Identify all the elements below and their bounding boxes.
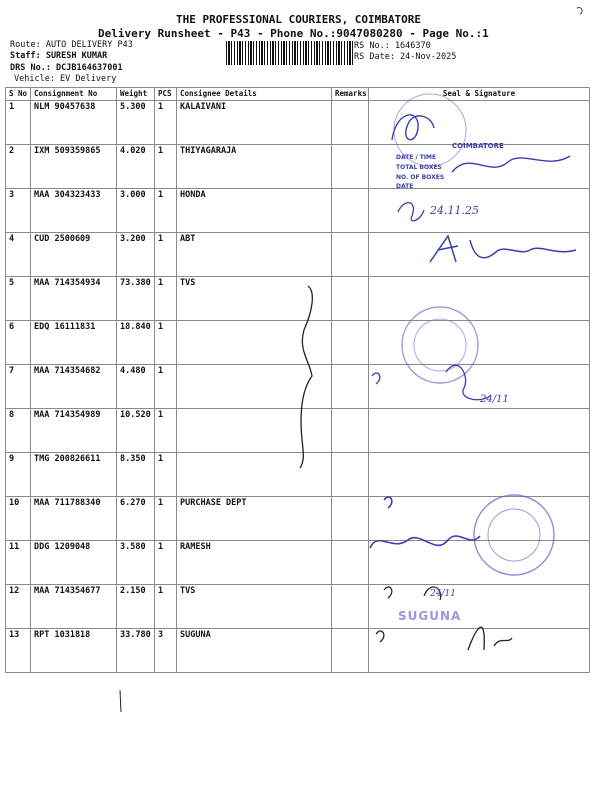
cell-pcs: 1: [155, 585, 177, 629]
cell-consignee: [177, 365, 332, 409]
cell-consignment: MAA 714354682: [31, 365, 117, 409]
cell-sno: 5: [6, 277, 31, 321]
cell-signature: [369, 101, 590, 145]
col-remarks: Remarks: [332, 88, 369, 101]
cell-sno: 9: [6, 453, 31, 497]
col-weight: Weight: [117, 88, 155, 101]
barcode: [226, 41, 353, 65]
col-pcs: PCS: [155, 88, 177, 101]
table-row: [6, 585, 590, 629]
cell-weight: 33.780: [117, 629, 155, 673]
table-row: [6, 145, 590, 189]
cell-pcs: 1: [155, 453, 177, 497]
cell-consignment: NLM 90457638: [31, 101, 117, 145]
table-header-row: [6, 88, 590, 101]
cell-remarks: [332, 453, 369, 497]
rs-number: RS No.: 1646370: [354, 41, 431, 51]
cell-consignee: [177, 321, 332, 365]
col-sno: S No: [6, 88, 31, 101]
cell-consignee: TVS: [177, 585, 332, 629]
cell-pcs: 1: [155, 189, 177, 233]
col-consignee: Consignee Details: [177, 88, 332, 101]
stamp-no-of-boxes: NO. OF BOXES: [396, 174, 445, 181]
cell-consignment: RPT 1031818: [31, 629, 117, 673]
cell-remarks: [332, 365, 369, 409]
table-row: [6, 189, 590, 233]
cell-weight: 3.000: [117, 189, 155, 233]
cell-remarks: [332, 409, 369, 453]
cell-signature: [369, 409, 590, 453]
table-row: [6, 277, 590, 321]
cell-consignee: THIYAGARAJA: [177, 145, 332, 189]
cell-signature: [369, 277, 590, 321]
stamp-suguna: SUGUNA: [398, 609, 462, 623]
cell-remarks: [332, 541, 369, 585]
cell-pcs: 3: [155, 629, 177, 673]
cell-sno: 8: [6, 409, 31, 453]
cell-sno: 12: [6, 585, 31, 629]
staff-label: Staff: SURESH KUMAR: [10, 51, 108, 61]
cell-consignment: EDQ 16111831: [31, 321, 117, 365]
cell-weight: 73.380: [117, 277, 155, 321]
cell-sno: 7: [6, 365, 31, 409]
cell-consignee: KALAIVANI: [177, 101, 332, 145]
cell-consignee: SUGUNA: [177, 629, 332, 673]
cell-remarks: [332, 585, 369, 629]
cell-signature: [369, 585, 590, 629]
table-row: [6, 497, 590, 541]
cell-consignment: MAA 714354989: [31, 409, 117, 453]
cell-weight: 8.350: [117, 453, 155, 497]
cell-consignment: DDG 1209048: [31, 541, 117, 585]
cell-consignee: [177, 453, 332, 497]
cell-signature: [369, 453, 590, 497]
cell-signature: [369, 145, 590, 189]
stamp-total-boxes: TOTAL BOXES: [396, 164, 442, 171]
table-row: [6, 629, 590, 673]
cell-weight: 2.150: [117, 585, 155, 629]
cell-sno: 2: [6, 145, 31, 189]
cell-remarks: [332, 321, 369, 365]
table-row: [6, 409, 590, 453]
cell-weight: 10.520: [117, 409, 155, 453]
cell-consignee: HONDA: [177, 189, 332, 233]
runsheet-table: [5, 87, 590, 673]
cell-consignee: PURCHASE DEPT: [177, 497, 332, 541]
cell-signature: [369, 189, 590, 233]
cell-remarks: [332, 189, 369, 233]
runsheet-title: Delivery Runsheet - P43 - Phone No.:9047080280 - Page No.:1: [98, 27, 489, 40]
cell-weight: 4.480: [117, 365, 155, 409]
cell-consignment: MAA 714354934: [31, 277, 117, 321]
cell-signature: [369, 497, 590, 541]
cell-remarks: [332, 233, 369, 277]
cell-sno: 3: [6, 189, 31, 233]
route-label: Route: AUTO DELIVERY P43: [10, 40, 133, 50]
cell-pcs: 1: [155, 101, 177, 145]
cell-signature: [369, 629, 590, 673]
cell-consignee: RAMESH: [177, 541, 332, 585]
drs-number: DRS No.: DCJB164637001: [10, 63, 123, 73]
table-row: [6, 541, 590, 585]
cell-pcs: 1: [155, 541, 177, 585]
col-seal-signature: Seal & Signature: [369, 88, 590, 101]
cell-pcs: 1: [155, 145, 177, 189]
stamp-city: COIMBATORE: [452, 142, 504, 150]
cell-pcs: 1: [155, 277, 177, 321]
cell-sno: 6: [6, 321, 31, 365]
cell-pcs: 1: [155, 365, 177, 409]
cell-pcs: 1: [155, 409, 177, 453]
table-row: [6, 101, 590, 145]
cell-signature: [369, 233, 590, 277]
cell-consignment: MAA 304323433: [31, 189, 117, 233]
date-note-row3: 24.11.25: [430, 204, 479, 217]
cell-consignee: TVS: [177, 277, 332, 321]
table-row: [6, 233, 590, 277]
cell-sno: 4: [6, 233, 31, 277]
cell-remarks: [332, 497, 369, 541]
stamp-date-time: DATE / TIME: [396, 154, 437, 161]
cell-consignment: MAA 714354677: [31, 585, 117, 629]
cell-remarks: [332, 277, 369, 321]
cell-weight: 18.840: [117, 321, 155, 365]
cell-remarks: [332, 145, 369, 189]
cell-signature: [369, 321, 590, 365]
date-note-row7: 24/11: [480, 394, 509, 405]
cell-sno: 11: [6, 541, 31, 585]
table-row: [6, 365, 590, 409]
vehicle-label: Vehicle: EV Delivery: [14, 74, 117, 84]
cell-pcs: 1: [155, 321, 177, 365]
table-row: [6, 453, 590, 497]
cell-signature: [369, 365, 590, 409]
cell-consignment: CUD 2500609: [31, 233, 117, 277]
cell-weight: 3.580: [117, 541, 155, 585]
cell-pcs: 1: [155, 233, 177, 277]
cell-pcs: 1: [155, 497, 177, 541]
stamp-date: DATE: [396, 183, 414, 190]
cell-weight: 4.020: [117, 145, 155, 189]
cell-consignee: [177, 409, 332, 453]
cell-signature: [369, 541, 590, 585]
date-note-row12: 24/11: [430, 589, 456, 599]
rs-date: RS Date: 24-Nov-2025: [354, 52, 457, 62]
cell-sno: 10: [6, 497, 31, 541]
cell-weight: 3.200: [117, 233, 155, 277]
cell-remarks: [332, 629, 369, 673]
cell-consignment: TMG 200826611: [31, 453, 117, 497]
table-row: [6, 321, 590, 365]
cell-weight: 5.300: [117, 101, 155, 145]
col-consignment: Consignment No: [31, 88, 117, 101]
stray-mark: [120, 690, 121, 712]
cell-consignee: ABT: [177, 233, 332, 277]
company-title: THE PROFESSIONAL COURIERS, COIMBATORE: [176, 13, 422, 26]
cell-remarks: [332, 101, 369, 145]
cell-sno: 13: [6, 629, 31, 673]
cell-consignment: MAA 711788340: [31, 497, 117, 541]
corner-mark: [577, 8, 582, 14]
cell-weight: 6.270: [117, 497, 155, 541]
cell-consignment: IXM 509359865: [31, 145, 117, 189]
cell-sno: 1: [6, 101, 31, 145]
